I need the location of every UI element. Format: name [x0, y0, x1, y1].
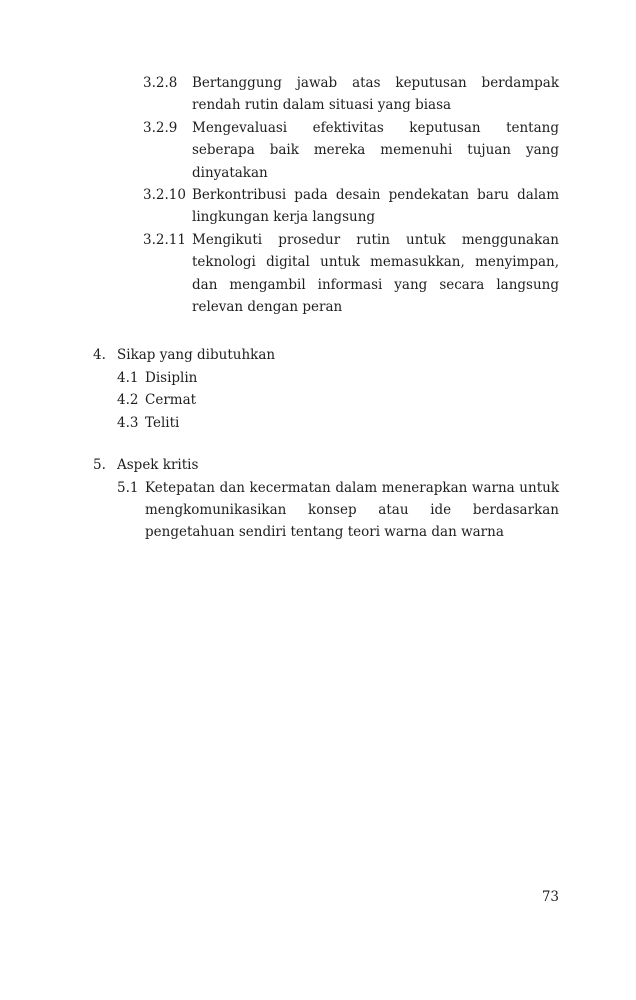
list-item-4-1 [93, 367, 559, 389]
list-item-3-2-9 [93, 117, 559, 184]
item-number: 5.1 [117, 479, 139, 496]
list-item-3-2-11 [93, 229, 559, 319]
item-text: Disiplin [145, 369, 198, 386]
section-title: Aspek kritis [117, 457, 199, 474]
item-number: 4.2 [117, 392, 139, 409]
item-number: 3.2.11 [143, 231, 186, 248]
item-number: 3.2.10 [143, 187, 186, 204]
item-text: Ketepatan dan kecermatan dalam menerapkan warna untuk mengkomunikasikan konsep atau ide berdasarkan pengetahuan sendiri tentang teori warna dan warna [145, 479, 559, 541]
section-5-heading [93, 454, 559, 476]
item-number: 3.2.8 [143, 75, 178, 91]
list-item-5-1 [93, 477, 559, 544]
section-4 [93, 344, 559, 434]
section-5 [93, 454, 559, 544]
list-item-4-3 [93, 412, 559, 434]
list-item-4-2 [93, 389, 559, 411]
section-number: 5. [93, 457, 106, 474]
item-number: 3.2.9 [143, 119, 178, 136]
item-number: 4.1 [117, 369, 139, 386]
section-number: 4. [93, 347, 106, 364]
item-text: Mengevaluasi efektivitas keputusan tentang seberapa baik mereka memenuhi tujuan yang dinyatakan [192, 119, 559, 181]
page-content [93, 72, 559, 544]
item-text: Berkontribusi pada desain pendekatan baru dalam lingkungan kerja langsung [192, 187, 559, 226]
section-title: Sikap yang dibutuhkan [117, 347, 276, 364]
page-number: 73 [541, 889, 559, 905]
item-text: Teliti [145, 414, 180, 431]
item-text: Cermat [145, 392, 197, 409]
item-text: Bertanggung jawab atas keputusan berdampak rendah rutin dalam situasi yang biasa [192, 75, 559, 114]
list-item-3-2-8 [93, 72, 559, 117]
item-number: 4.3 [117, 414, 139, 431]
section-4-heading [93, 344, 559, 366]
list-item-3-2-10 [93, 184, 559, 229]
item-text: Mengikuti prosedur rutin untuk menggunakan teknologi digital untuk memasukkan, menyimpan, dan mengambil informasi yang secara langsung relevan dengan peran [192, 231, 559, 316]
